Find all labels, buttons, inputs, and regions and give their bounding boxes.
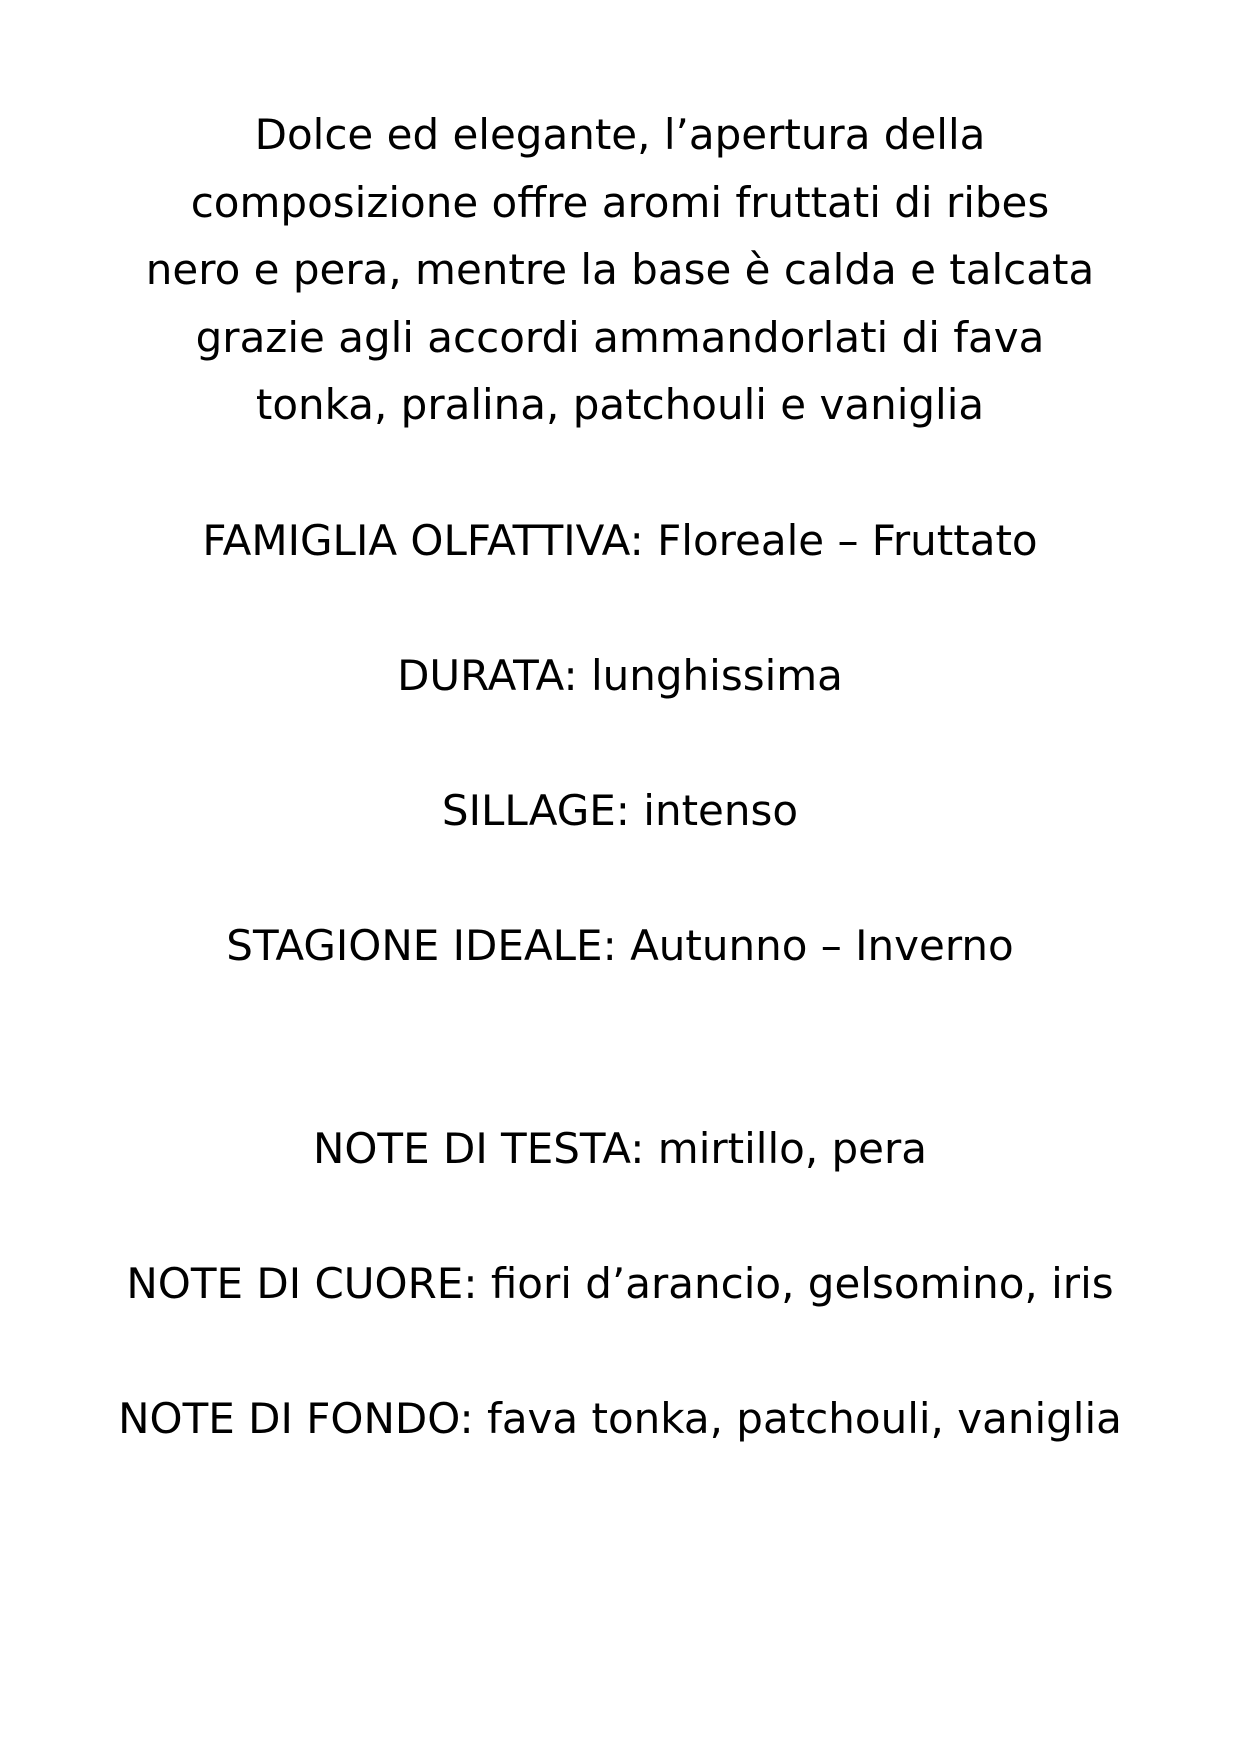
top-notes: NOTE DI TESTA: mirtillo, pera bbox=[312, 1123, 928, 1173]
sillage: SILLAGE: intenso bbox=[441, 785, 799, 835]
ideal-season: STAGIONE IDEALE: Autunno – Inverno bbox=[226, 921, 1014, 971]
description bbox=[95, 101, 1145, 439]
description-line: Dolce ed elegante, l’apertura della bbox=[254, 110, 986, 159]
base-notes: NOTE DI FONDO: fava tonka, patchouli, vaniglia bbox=[118, 1394, 1122, 1444]
heart-notes: NOTE DI CUORE: fiori d’arancio, gelsomino, iris bbox=[126, 1259, 1114, 1309]
duration: DURATA: lunghissima bbox=[397, 650, 843, 700]
description-line: tonka, pralina, patchouli e vaniglia bbox=[255, 380, 985, 430]
description-line: grazie agli accordi ammandorlati di fava bbox=[195, 312, 1045, 362]
document-body bbox=[95, 101, 1145, 1453]
description-line: composizione offre aromi fruttati di ribes bbox=[190, 177, 1050, 227]
description-line: nero e pera, mentre la base è calda e talcata bbox=[145, 245, 1095, 295]
olfactory-family: FAMIGLIA OLFATTIVA: Floreale – Fruttato bbox=[202, 515, 1038, 565]
